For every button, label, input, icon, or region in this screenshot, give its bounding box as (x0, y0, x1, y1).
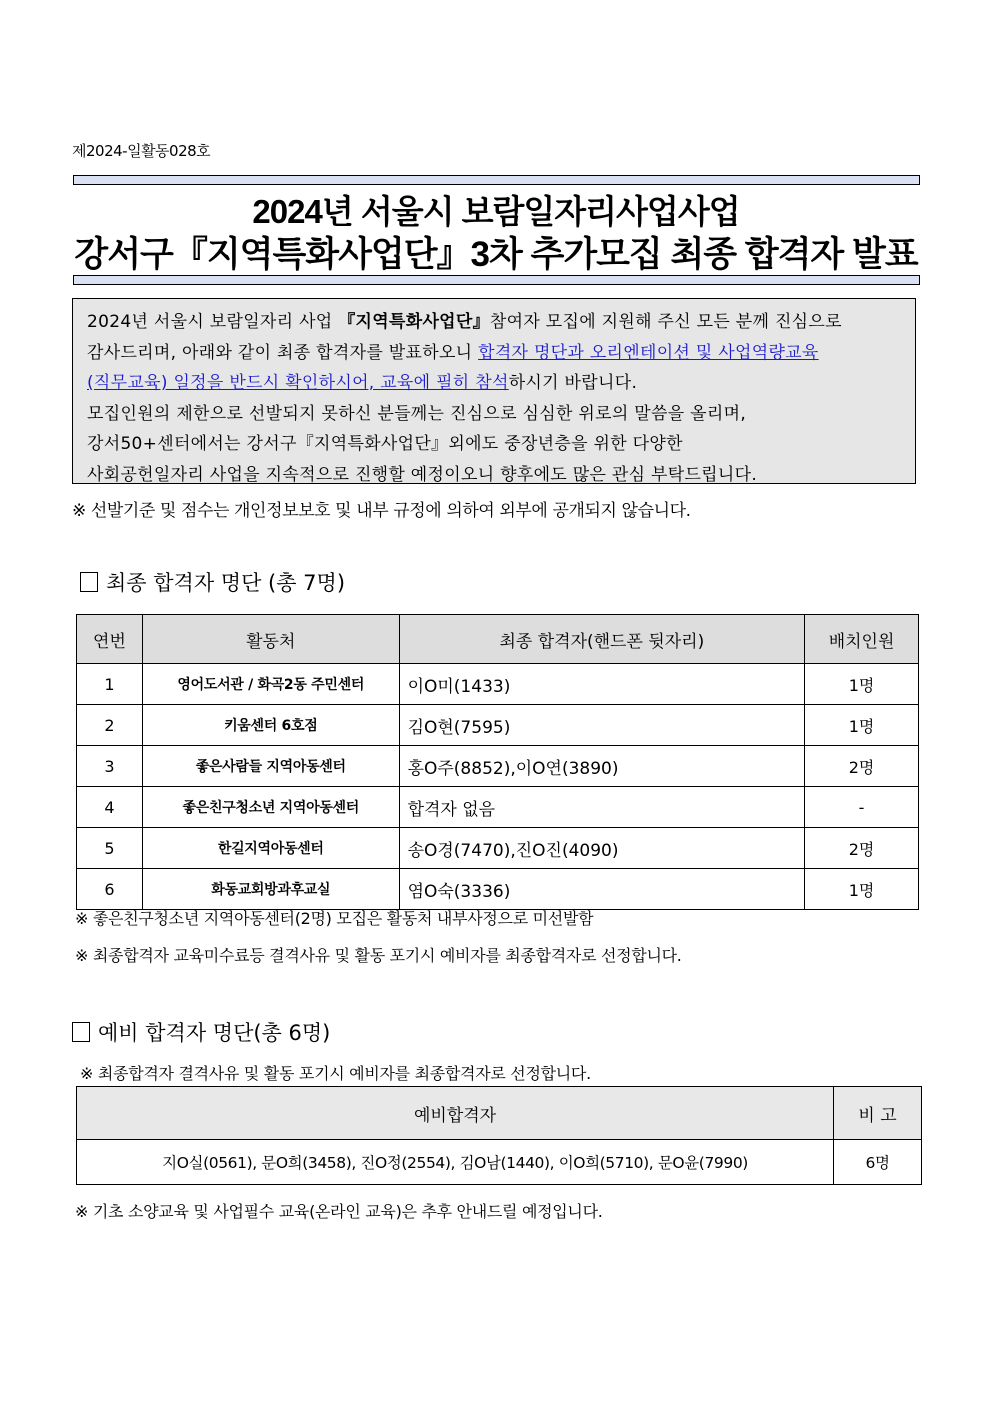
page-title-line1: 2024년 서울시 보람일자리사업사업 (252, 193, 740, 230)
page-title-line2: 강서구『지역특화사업단』3차 추가모집 최종 합격자 발표 (74, 235, 918, 274)
intro-line-4: 모집인원의 제한으로 선발되지 못하신 분들께는 진심으로 심심한 위로의 말씀을 올리며, (87, 403, 747, 424)
table-row: 1 영어도서관 / 화곡2동 주민센터 이O미(1433) 1명 (77, 664, 919, 705)
checkbox-square-icon (80, 572, 98, 592)
table-header-row (77, 615, 919, 664)
reserve-table (76, 1086, 922, 1185)
col-header-names: 최종 합격자(핸드폰 뒷자리) (399, 615, 805, 664)
intro-line-1: 2024년 서울시 보람일자리 사업 『지역특화사업단』참여자 모집에 지원해 주신 모든 분께 진심으로 (87, 312, 842, 332)
intro-line-5: 강서50+센터에서는 강서구『지역특화사업단』외에도 중장년층을 위한 다양한 (87, 434, 683, 454)
privacy-note: ※ 선발기준 및 점수는 개인정보보호 및 내부 규정에 의하여 외부에 공개되지 않습니다. (72, 501, 691, 521)
schedule-link-cont[interactable]: (직무교육) 일정을 반드시 확인하시어, 교육에 필히 참석 (87, 373, 509, 393)
title-top-bar (73, 175, 920, 185)
col-header-count: 배치인원 (805, 615, 919, 664)
document-number: 제2024-일활동028호 (72, 142, 211, 160)
reserve-count: 6명 (834, 1140, 922, 1185)
table-row (77, 1140, 922, 1185)
reserve-note: ※ 최종합격자 결격사유 및 활동 포기시 예비자를 최종합격자로 선정합니다. (80, 1064, 591, 1083)
education-note: ※ 기초 소양교육 및 사업필수 교육(온라인 교육)은 추후 안내드릴 예정입니다. (75, 1202, 603, 1221)
intro-line-3: (직무교육) 일정을 반드시 확인하시어, 교육에 필히 참석하시기 바랍니다. (87, 373, 638, 393)
table-row: 5 한길지역아동센터 송O경(7470),진O진(4090) 2명 (77, 828, 919, 869)
table-row: 6 화동교회방과후교실 염O숙(3336) 1명 (77, 869, 919, 910)
schedule-link[interactable]: 합격자 명단과 오리엔테이션 및 사업역량교육 (478, 342, 819, 363)
intro-box (72, 298, 916, 484)
reserve-names: 지O실(0561), 문O희(3458), 진O정(2554), 김O남(1440), 이O희(5710), 문O윤(7990) (77, 1140, 834, 1185)
unselected-note: ※ 좋은친구청소년 지역아동센터(2명) 모집은 활동처 내부사정으로 미선발함 (75, 909, 594, 928)
replacement-note: ※ 최종합격자 교육미수료등 결격사유 및 활동 포기시 예비자를 최종합격자로 선정합니다. (75, 946, 682, 965)
intro-line-6: 사회공헌일자리 사업을 지속적으로 진행할 예정이오니 향후에도 많은 관심 부탁드립니다. (87, 464, 758, 485)
final-list-heading: 최종 합격자 명단 (총 7명) (80, 567, 345, 597)
title-bottom-bar (73, 275, 920, 285)
table-row: 4 좋은친구청소년 지역아동센터 합격자 없음 - (77, 787, 919, 828)
col-header-place: 활동처 (142, 615, 399, 664)
table-row: 2 키움센터 6호점 김O현(7595) 1명 (77, 705, 919, 746)
checkbox-square-icon (72, 1022, 90, 1042)
col-header-remarks: 비 고 (834, 1087, 922, 1140)
final-results-table (76, 614, 919, 910)
table-row: 3 좋은사람들 지역아동센터 홍O주(8852),이O연(3890) 2명 (77, 746, 919, 787)
reserve-list-heading: 예비 합격자 명단(총 6명) (72, 1017, 330, 1047)
col-header-reserve: 예비합격자 (77, 1087, 834, 1140)
table-header-row (77, 1087, 922, 1140)
col-header-no: 연번 (77, 615, 143, 664)
intro-line-2: 감사드리며, 아래와 같이 최종 합격자를 발표하오니 합격자 명단과 오리엔테이션 및 사업역량교육 (87, 342, 819, 363)
program-name: 『지역특화사업단』 (338, 312, 490, 332)
